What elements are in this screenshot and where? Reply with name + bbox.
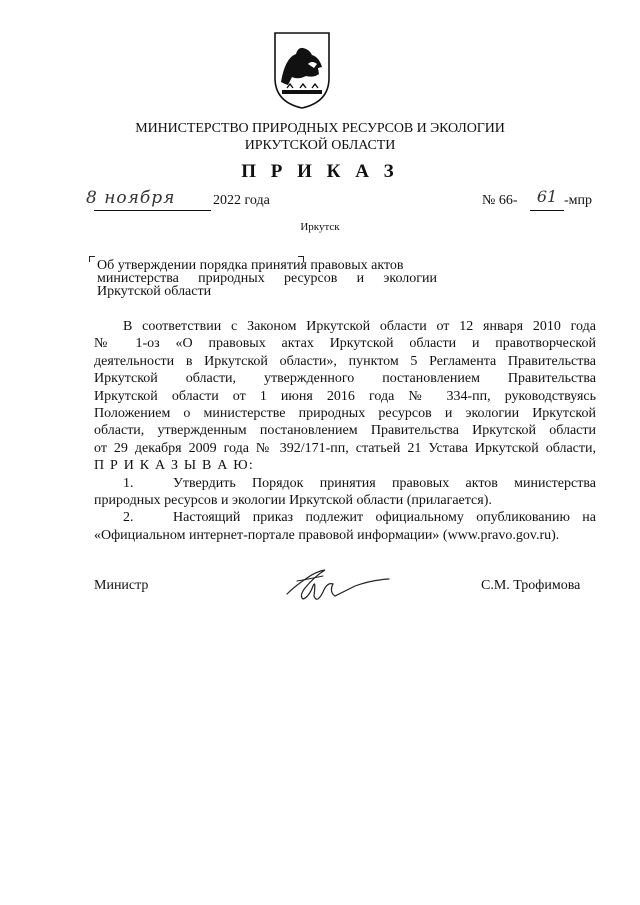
order-item-1 (94, 475, 596, 510)
preamble-line: Положением о министерстве природных ресурсов и экологии Иркутской (94, 406, 596, 422)
order-item-text: Утвердить Порядок принятия правовых актов министерства (173, 475, 596, 491)
preamble-line: Иркутской области от 1 июня 2016 года № 334-пп, руководствуясь (94, 388, 596, 404)
order-item-line (94, 475, 596, 492)
number-underline (530, 210, 564, 211)
preamble-line: № 1-оз «О правовых актах Иркутской области и правотворческой (94, 336, 596, 352)
preamble-paragraph (94, 318, 596, 457)
preamble-line: Иркутской области, утвержденного постановлением Правительства (94, 371, 596, 387)
document-body (94, 318, 596, 544)
document-subject (97, 259, 437, 298)
subject-line: Об утверждении порядка принятия правовых актов (97, 258, 404, 273)
subject-line: министерства природных ресурсов и экологии (97, 271, 437, 286)
order-item-line (94, 509, 596, 526)
document-number (482, 187, 602, 213)
document-date (86, 188, 306, 213)
document-type-title: П Р И К А З (241, 161, 399, 182)
handwritten-date: 8 ноября (86, 188, 176, 208)
city-name: Иркутск (300, 221, 340, 233)
order-item-text: Настоящий приказ подлежит официальному опубликованию на (173, 510, 596, 526)
handwritten-number: 61 (536, 187, 558, 206)
signatory-name: С.М. Трофимова (481, 578, 581, 593)
date-year: 2022 года (213, 193, 270, 208)
subject-line: Иркутской области (97, 284, 212, 299)
document-number-suffix: -мпр (564, 193, 593, 208)
preamble-line: от 29 декабря 2009 года № 392/171-пп, статьей 21 Устава Иркутской области, (94, 440, 596, 456)
preamble-line: В соответствии с Законом Иркутской области от 12 января 2010 года (123, 319, 596, 334)
irkutsk-coat-of-arms-icon (272, 30, 332, 110)
order-item-line: природных ресурсов и экологии Иркутской области (прилагается). (94, 493, 492, 509)
preamble-line: деятельности в Иркутской области», пунктом 5 Регламента Правительства (94, 353, 596, 369)
order-item-2 (94, 509, 596, 544)
order-item-number: 2. (123, 510, 134, 526)
order-item-number: 1. (123, 475, 134, 491)
date-underline (94, 210, 211, 211)
order-keyword: П Р И К А З Ы В А Ю: (94, 458, 254, 474)
order-item-line: «Официальном интернет-портале правовой информации» (www.pravo.gov.ru). (94, 527, 560, 543)
preamble-line: области, утвержденным постановлением Правительства Иркутской области (94, 423, 596, 439)
handwritten-signature-icon (283, 566, 393, 606)
ministry-name-line1: МИНИСТЕРСТВО ПРИРОДНЫХ РЕСУРСОВ И ЭКОЛОГИИ (135, 121, 505, 136)
signatory-role: Министр (94, 578, 149, 593)
ministry-name-line2: ИРКУТСКОЙ ОБЛАСТИ (244, 138, 396, 153)
document-number-prefix: № 66- (482, 193, 518, 208)
subject-bracket-left (89, 256, 95, 262)
